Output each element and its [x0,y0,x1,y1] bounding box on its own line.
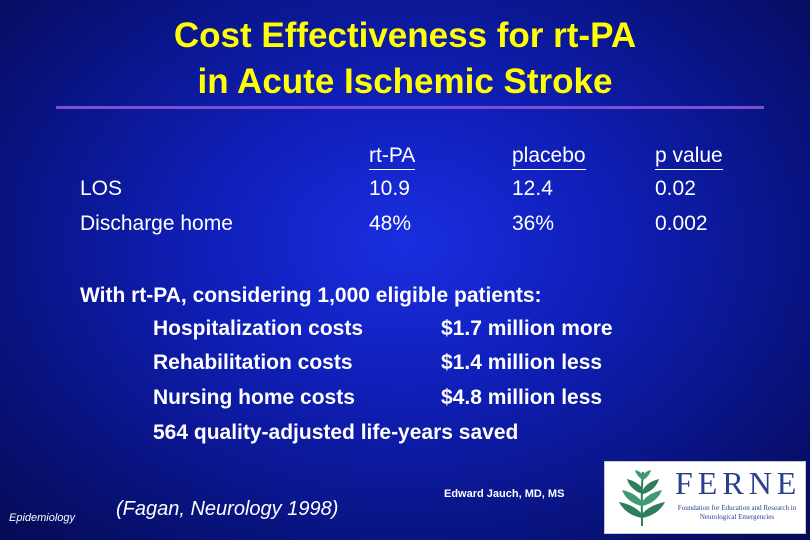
column-header-rtpa: rt-PA [369,144,415,170]
ferne-logo [604,461,806,534]
cell-los-placebo: 12.4 [512,177,553,200]
citation: (Fagan, Neurology 1998) [116,498,339,520]
title-divider [56,106,764,109]
finding-qaly: 564 quality-adjusted life-years saved [153,421,519,444]
slide-title-line-2: in Acute Ischemic Stroke [197,62,613,101]
cell-los-p-value: 0.02 [655,177,696,200]
cell-discharge-rtpa: 48% [369,212,412,235]
finding-value-nursing-home: $4.8 million less [441,386,603,409]
column-header-placebo: placebo [512,144,586,170]
leaf-icon [613,468,671,528]
cell-discharge-placebo: 36% [512,212,555,235]
author-credit: Edward Jauch, MD, MS [444,488,565,500]
finding-label-nursing-home: Nursing home costs [153,386,355,409]
cell-los-rtpa: 10.9 [369,177,410,200]
finding-label-rehabilitation: Rehabilitation costs [153,351,353,374]
slide-title-line-1: Cost Effectiveness for rt-PA [173,16,637,55]
findings-intro: With rt-PA, considering 1,000 eligible patients: [80,284,542,307]
cell-discharge-p-value: 0.002 [655,212,708,235]
section-label: Epidemiology [9,512,76,524]
finding-value-rehabilitation: $1.4 million less [441,351,603,374]
finding-label-hospitalization: Hospitalization costs [153,317,364,340]
row-label-los: LOS [80,177,123,200]
logo-subtitle: Foundation for Education and Research in Neurological Emergencies [677,504,797,521]
row-label-discharge-home: Discharge home [80,212,233,235]
logo-wordmark: FERNE [675,465,802,501]
finding-value-hospitalization: $1.7 million more [441,317,613,340]
column-header-p-value: p value [655,144,723,170]
